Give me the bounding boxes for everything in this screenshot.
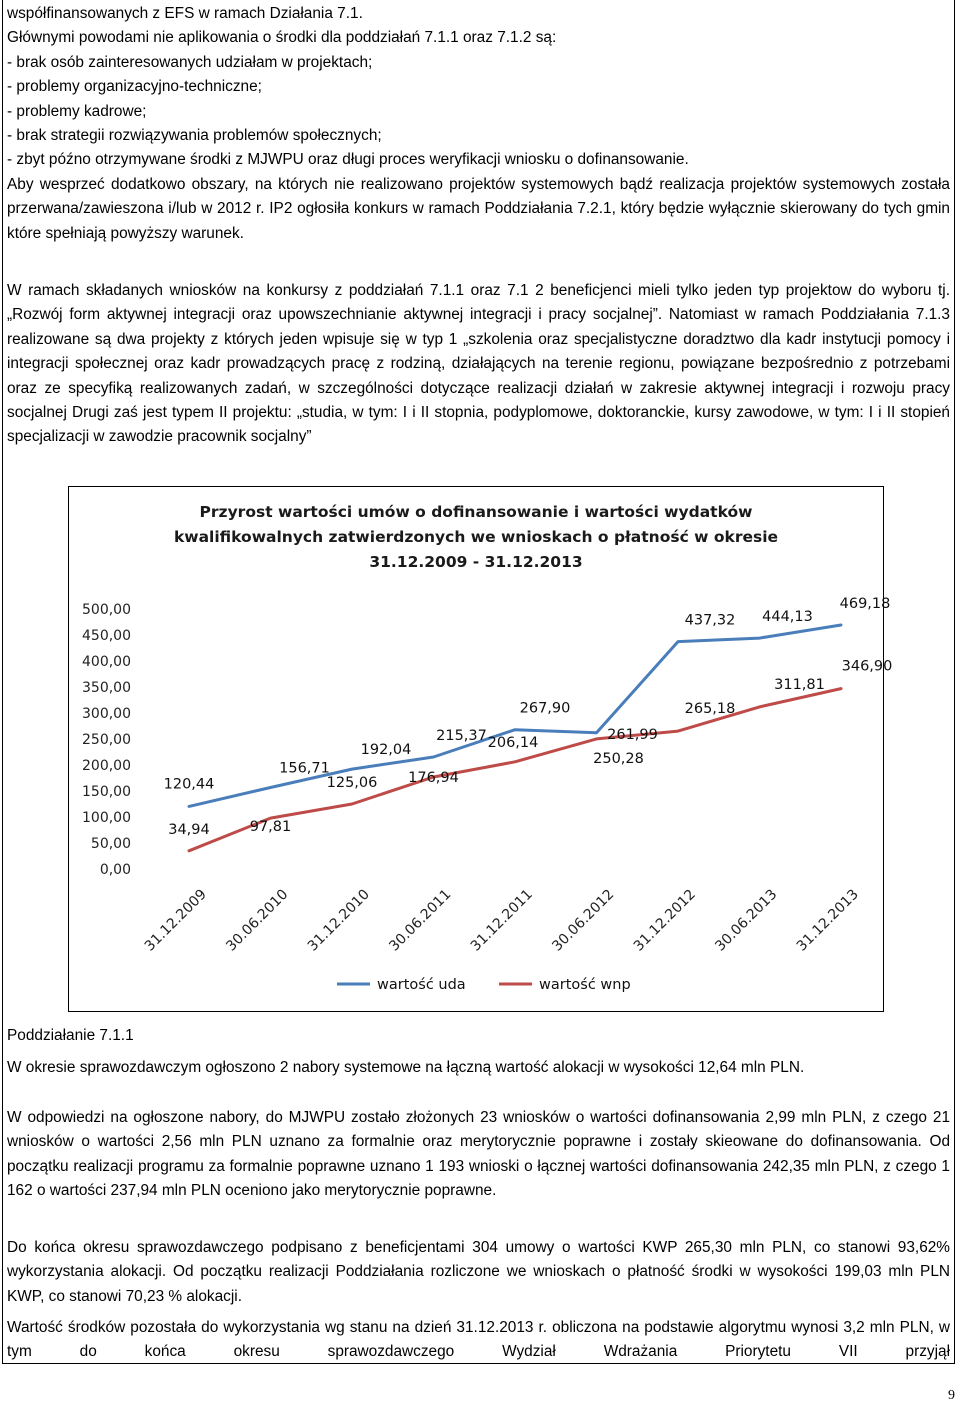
list-item: - problemy organizacyjno-techniczne; <box>7 78 262 96</box>
data-label: 120,44 <box>163 776 215 793</box>
data-label: 444,13 <box>762 609 813 626</box>
chart-title-line: Przyrost wartości umów o dofinansowanie i wartości wydatków <box>199 503 753 521</box>
paragraph-wnioski: W odpowiedzi na ogłoszone nabory, do MJWPU zostało złożonych 23 wniosków o wartości dofinansowania 2,99 mln PLN, z czego 21 wniosków o wartości 2,56 mln PLN uznano za formalnie oraz merytorycznie poprawne i zostały skieowane do dofinansowania. Od początku realizacji programu za formalnie poprawne uznano 1 193 wnioski o łącznej wartości dofinansowania 242,35 mln PLN, z czego 1 162 o wartości 237,94 mln PLN oceniono jako merytorycznie poprawne. <box>7 1109 950 1200</box>
data-label: 156,71 <box>279 760 330 777</box>
intro-lines <box>7 2 950 173</box>
y-tick-label: 500,00 <box>82 602 131 618</box>
data-label: 34,94 <box>168 821 210 838</box>
text-line: Głównymi powodami nie aplikowania o środki dla poddziałań 7.1.1 oraz 7.1.2 są: <box>7 29 557 47</box>
data-label: 125,06 <box>326 774 378 791</box>
legend-label: wartość uda <box>377 977 466 993</box>
data-label: 250,28 <box>593 750 644 767</box>
y-tick-label: 150,00 <box>82 784 131 800</box>
data-label: 469,18 <box>839 596 891 613</box>
x-tick-label: 31.12.2010 <box>304 886 373 955</box>
x-tick-label: 31.12.2009 <box>141 886 210 955</box>
data-label: 346,90 <box>841 658 893 675</box>
chart-title-line: kwalifikowalnych zatwierdzonych we wnioskach o płatność w okresie <box>173 528 779 546</box>
data-label: 261,99 <box>607 726 658 743</box>
data-label: 206,14 <box>487 734 539 751</box>
list-item: - brak osób zainteresowanych udziałam w projektach; <box>7 53 373 71</box>
x-tick-label: 31.12.2012 <box>630 886 699 955</box>
x-tick-label: 30.06.2010 <box>223 886 292 955</box>
legend-label: wartość wnp <box>539 977 631 993</box>
x-tick-label: 31.12.2011 <box>467 886 536 955</box>
data-label: 267,90 <box>519 700 571 717</box>
y-tick-label: 350,00 <box>82 680 131 696</box>
x-tick-label: 30.06.2013 <box>712 886 781 955</box>
data-label: 176,94 <box>408 769 459 786</box>
section-heading: Poddziałanie 7.1.1 <box>7 1027 134 1044</box>
chart-title-line: 31.12.2009 - 31.12.2013 <box>369 553 583 571</box>
paragraph-systemowe: Aby wesprzeć dodatkowo obszary, na których nie realizowano projektów systemowych bądź realizacja projektów systemowych została przerwana/zawieszona i/lub w 2012 r. IP2 ogłosiła konkurs w ramach Poddziałania 7.2.1, który będzie wyłącznie skierowany do tych gmin które spełniają powyższy warunek. <box>7 176 950 242</box>
list-item: - brak strategii rozwiązywania problemów społecznych; <box>7 127 382 145</box>
paragraph-umowy: Do końca okresu sprawozdawczego podpisano z beneficjentami 304 umowy o wartości KWP 265,30 mln PLN, co stanowi 93,62% wykorzystania alokacji. Od początku realizacji Poddziałania rozliczone we wnioskach o płatność środki w wysokości 199,03 mln PLN KWP, co stanowi 70,23 % alokacji. <box>7 1239 950 1305</box>
y-tick-label: 300,00 <box>82 706 131 722</box>
data-label: 97,81 <box>249 819 292 836</box>
data-label: 192,04 <box>360 742 412 759</box>
line-chart <box>68 486 893 1012</box>
y-tick-label: 200,00 <box>82 758 131 774</box>
paragraph-nabory: W okresie sprawozdawczym ogłoszono 2 nabory systemowe na łączną wartość alokacji w wysokości 12,64 mln PLN. <box>7 1059 805 1076</box>
y-tick-label: 250,00 <box>82 732 131 748</box>
list-item: - problemy kadrowe; <box>7 102 147 120</box>
x-tick-label: 30.06.2012 <box>549 886 618 955</box>
y-tick-label: 100,00 <box>82 810 131 826</box>
y-tick-label: 0,00 <box>99 862 131 878</box>
page-number: 9 <box>948 1388 955 1403</box>
data-label: 311,81 <box>774 676 825 693</box>
data-label: 437,32 <box>684 612 736 629</box>
data-label: 265,18 <box>684 701 736 718</box>
chart-canvas <box>69 487 893 1011</box>
x-tick-label: 31.12.2013 <box>793 886 862 955</box>
list-item: - zbyt późno otrzymywane środki z MJWPU oraz długi proces weryfikacji wniosku o dofinansowanie. <box>7 151 689 169</box>
y-tick-label: 400,00 <box>82 654 131 670</box>
data-label: 215,37 <box>436 728 487 745</box>
paragraph-konkursy: W ramach składanych wniosków na konkursy z poddziałań 7.1.1 oraz 7.1 2 beneficjenci mieli tylko jeden typ projektow do wyboru tj. „Rozwój form aktywnej integracji oraz upowszechnianie aktywnej integracji i pracy socjalnej”. Natomiast w ramach Poddziałania 7.1.3 realizowane są dwa projekty z których jeden wpisuje się w typ 1 „szkolenia oraz specjalistyczne doradztwo dla kadr instytucji pomocy i integracji społecznej oraz kadr prowadzących pracę z rodziną, działających na terenie regionu, powiązane bezpośrednio z potrzebami oraz ze specyfiką realizowanych zadań, w szczególności dotyczące realizacji działań w zakresie aktywnej integracji i rozwoju pracy socjalnej Drugi zaś jest typem II projektu: „studia, w tym: I i II stopnia, podyplomowe, doktoranckie, kursy zawodowe, w tym: I i II stopień specjalizacji w zawodzie pracownik socjalny” <box>7 282 950 446</box>
paragraph-pozostala: Wartość środków pozostała do wykorzystania wg stanu na dzień 31.12.2013 r. obliczona na podstawie algorytmu wynosi 3,2 mln PLN, w tym do końca okresu sprawozdawczego Wydział Wdrażania Priorytetu VII przyjął <box>7 1319 950 1361</box>
y-tick-label: 450,00 <box>82 628 131 644</box>
x-tick-label: 30.06.2011 <box>386 886 455 955</box>
series-line <box>189 625 841 806</box>
text-line: współfinansowanych z EFS w ramach Działania 7.1. <box>7 5 363 22</box>
y-tick-label: 50,00 <box>90 836 131 852</box>
